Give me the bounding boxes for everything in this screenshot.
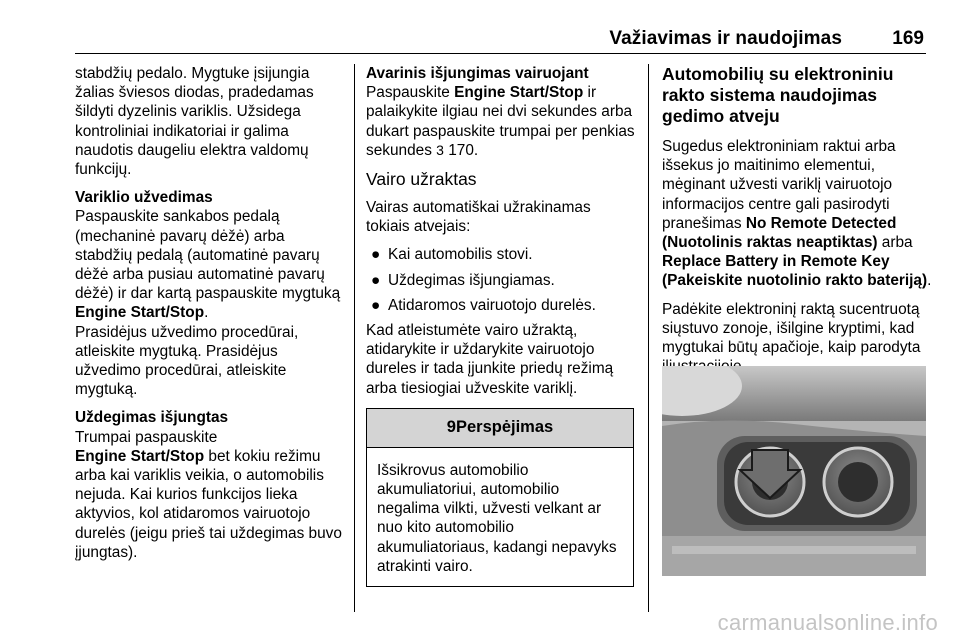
emergency-off-text: Paspauskite Engine Start/Stop ir palaikykite ilgiau nei dvi sekundes arba dukart paspauskite trumpai per penkias sekundes 3 170. [366, 84, 635, 159]
engine-start-stop-label: Engine Start/Stop [454, 84, 584, 102]
column-2 [366, 64, 636, 587]
engine-start-text: Paspauskite sankabos pedalą (mechaninė pavarų dėžė) arba stabdžių pedalą (automatinė pavarų dėžė arba pusiau automatinė pavarų dėžė) ir dar kartą paspauskite mygtuką Engine Start/Stop. [75, 208, 341, 322]
key-placement-text: Padėkite elektroninį raktą sucentruotą siųstuvo zonoje, išilgine kryptimi, kad mygtukai būtų apačioje, kaip parodyta [662, 300, 921, 357]
steering-lock-list [366, 245, 636, 315]
ignition-off-heading: Uždegimas išjungtas [75, 409, 229, 427]
electronic-key-failure-heading: Automobilių su elektroniniu rakto sistema naudojimas gedimo atveju [662, 64, 894, 126]
warning-header [367, 409, 633, 448]
cupholder-illustration [662, 366, 926, 576]
emergency-off-heading: Avarinis išjungimas vairuojant [366, 65, 589, 82]
steering-lock-intro: Vairas automatiškai užrakinamas tokiais atvejais: [366, 199, 591, 236]
warning-box [366, 408, 634, 587]
engine-start-heading: Variklio užvedimas [75, 189, 213, 207]
column-3 [662, 64, 932, 376]
column-divider-right [648, 64, 649, 612]
steering-unlock-text: Kad atleistumėte vairo užraktą, atidarykite ir uždarykite vairuotojo dureles ir tada įjunkite priedų režimą arba tiesiogiai užveskite variklį. [366, 322, 614, 397]
page-reference-icon: 3 [436, 141, 444, 158]
ignition-off-text: Trumpai paspauskite Engine Start/Stop bet kokiu režimu arba kai variklis veikia, o automobilis nejuda. Kai kurios funkcijos lieka aktyvios, kol atidaromos vairuotojo durelės (jeigu prieš tai uždegimas buvo įjungtas). [75, 428, 342, 561]
list-item: ● Atidaromos vairuotojo durelės. [371, 296, 596, 314]
electronic-key-failure-text: Sugedus elektroniniam raktui arba išsekus jo maitinimo elementui, mėginant užvesti variklį vairuotojo informacijos centre gali pasirodyti pranešimas No Remote Detected (Nuotolinis raktas neaptiktas) arba Replace Battery in Remote Key (Pakeiskite nuotolinio rakto bateriją). [662, 138, 932, 290]
chapter-title: Važiavimas ir naudojimas [609, 28, 842, 49]
warning-triangle-icon: 9 [446, 417, 456, 436]
column-divider-left [354, 64, 355, 612]
page-reference[interactable]: 170. [443, 141, 479, 159]
page-number: 169 [892, 28, 924, 49]
warning-text: Išsikrovus automobilio akumuliatoriui, automobilio negalima vilkti, užvesti velkant ar nuo kito automobilio akumuliatoriaus, kadangi nepavyks atrakinti vairo. [377, 461, 617, 575]
engine-start-release-text: Prasidėjus užvedimo procedūrai, atleiskite mygtuką. Prasidėjus užvedimo procedūrai, atleiskite mygtuką. [75, 323, 299, 399]
message-no-remote-detected: No Remote Detected (Nuotolinis raktas neaptiktas) [662, 214, 897, 252]
warning-title: Perspėjimas [455, 417, 554, 436]
bullet-icon: ● [371, 296, 381, 314]
key-placement-photo [662, 366, 926, 576]
watermark: carmanualsonline.info [717, 610, 938, 635]
steering-lock-heading: Vairo užraktas [366, 169, 477, 190]
column-1 [75, 64, 345, 562]
bullet-icon: ● [371, 246, 381, 264]
message-replace-battery: Replace Battery in Remote Key (Pakeiskite nuotolinio rakto bateriją) [662, 253, 928, 290]
list-item: ● Uždegimas išjungiamas. [371, 271, 555, 289]
engine-start-stop-label: Engine Start/Stop [75, 304, 205, 322]
bullet-icon: ● [371, 271, 381, 289]
engine-start-stop-label: Engine Start/Stop [75, 447, 205, 465]
header-divider [75, 53, 926, 54]
intro-paragraph: stabdžių pedalo. Mygtuke įsijungia žalias šviesos diodas, pradedamas šildyti dyzelinis variklis. Užsidega kontroliniai indikatoriai ir galima naudotis daugeliu elektra valdomų funkcijų. [75, 65, 314, 179]
list-item: ● Kai automobilis stovi. [371, 246, 533, 264]
